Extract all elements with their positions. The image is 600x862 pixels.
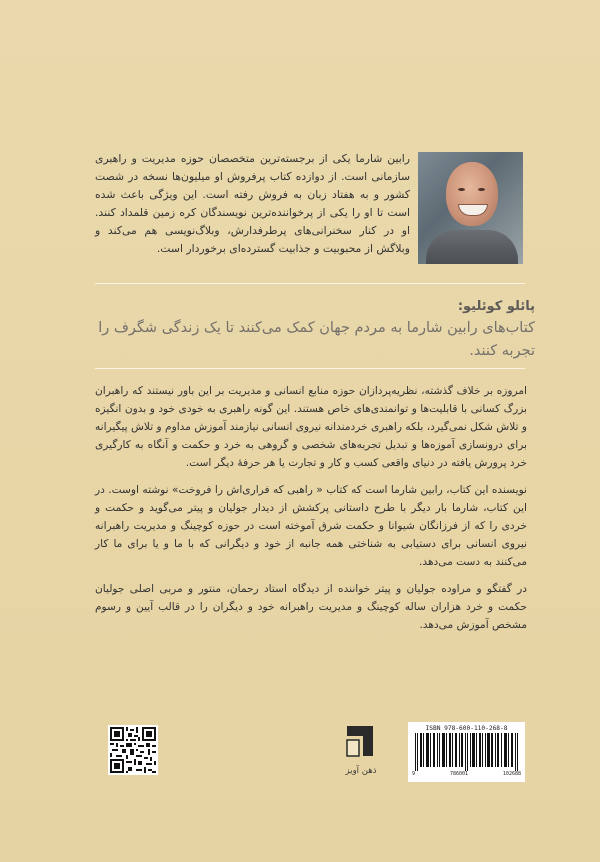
- barcode-digit-group: 786001: [449, 771, 468, 777]
- section-divider: [95, 283, 525, 284]
- description-paragraph: در گفتگو و مراوده جولیان و پیتر خواننده از دیدگاه استاد رحمان، منتور و مربی اصلی جولیان حکمت و خرد هزاران ساله کوچینگ و مدیریت راهبرانه خود و دیگران را در قالب آیین و رسوم مشخص آموزش می‌دهد.: [95, 583, 527, 631]
- quote-text: کتاب‌های رابین شارما به مردم جهان کمک می‌کنند تا یک زندگی شگرف را تجربه کنند.: [98, 320, 535, 359]
- qr-code: [108, 725, 158, 775]
- description-paragraph: نویسنده این کتاب، رابین شارما است که کتاب « راهبی که فراری‌اش را فروخت» نوشته اوست. در این کتاب، شارما بار دیگر با طرح داستانی پرکشش از دیدار جولیان و پیتر می‌گوید و حکمت و خردی را که از فرزانگان شیوانا و حکمت شرق آموخته است در حوزه کوچینگ و مدیریت راهبرانه نیروی انسانی برای دستیابی به شناختی همه جانبه از خود و دیگرانی که با ما و یا برای ما کار می‌کنند به دست می‌دهد.: [95, 484, 527, 568]
- endorsement-quote: [95, 297, 535, 363]
- isbn-barcode: [408, 722, 525, 782]
- publisher-mark-icon: [343, 722, 379, 760]
- barcode-digits: [412, 771, 521, 778]
- publisher-logo: [338, 722, 384, 780]
- author-photo: [418, 152, 523, 264]
- description-paragraph: امروزه بر خلاف گذشته، نظریه‌پردازان حوزه منابع انسانی و مدیریت بر این باور نیستند که راهبران بزرگ کسانی با قابلیت‌ها و توانمندی‌های خاص هستند. این گونه راهبری به خودی خود و بدون انگیزه و تلاش شکل نمی‌گیرد، بلکه راهبری خردمندانه نیروی انسانی نیازمند آموزش مداوم و تلاش پیگیرانه برای درونسازی آموزه‌ها و تبدیل تجربه‌های شخصی و گروهی به خرد و حکمت و آنگاه به کارگیری خرد پرورش یافته در دنیای واقعی کسب و کار و تجارت یا هر حرفه‌ٔ دیگر است.: [94, 385, 527, 469]
- author-bio: رابین شارما یکی از برجسته‌ترین متخصصان حوزه مدیریت و راهبری سازمانی است. از دوازده کتاب پرفروش او میلیون‌ها نسخه در شصت کشور و به هفتاد زبان به فروش رفته است. این ویژگی باعث شده است تا او را یکی از پرخواننده‌ترین نویسندگان کره زمین قلمداد کنند. او در کنار سخنرانی‌های پرطرفدارش، وبلاگ‌نویسی هم می‌کند و وبلاگش از محبوبیت و جذابیت گسترده‌ای برخوردار است.: [95, 152, 410, 255]
- isbn-number: ISBN 978-600-110-268-8: [425, 725, 508, 732]
- publisher-name: ذهن آویز: [345, 766, 377, 776]
- barcode-digit-group: 9: [412, 771, 416, 777]
- barcode-digit-group: 102688: [502, 771, 521, 777]
- section-divider: [95, 368, 525, 369]
- book-description: [95, 382, 527, 643]
- quote-attribution: پائلو کوئلیو:: [457, 299, 535, 314]
- barcode-bars: [412, 733, 521, 771]
